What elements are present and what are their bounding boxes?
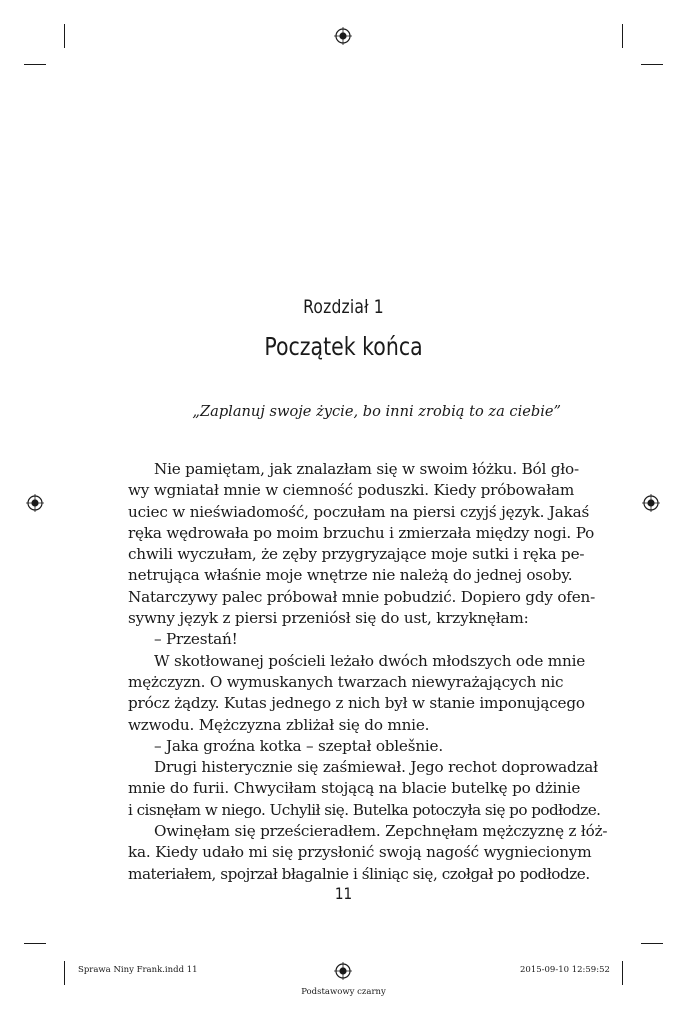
text-line: W skotłowanej pościeli leżało dwóch młodszych ode mnie [154, 651, 586, 670]
text-line: Natarczywy palec próbował mnie pobudzić. Dopiero gdy ofen- [128, 587, 596, 606]
crop-mark-bottom-right-h [641, 943, 663, 944]
body-text [128, 459, 608, 885]
registration-mark-icon [334, 27, 352, 45]
registration-mark-icon [26, 494, 44, 512]
crop-mark-bottom-left-h [24, 943, 46, 944]
text-line: i cisnęłam w niego. Uchylił się. Butelka potoczyła się po podłodze. [128, 800, 601, 819]
text-line: Drugi histerycznie się zaśmiewał. Jego rechot doprowadzał [154, 758, 598, 777]
text-line: prócz żądzy. Kutas jednego z nich był w stanie imponującego [128, 694, 585, 713]
text-line: sywny język z piersi przeniósł się do ust, krzyknęłam: [128, 609, 529, 628]
text-line: – Jaka groźna kotka – szeptał oblešnie. [154, 736, 443, 755]
text-line: ręka wędrowała po moim brzuchu i zmierzała między nogi. Po [128, 523, 595, 542]
color-plate-label: Podstawowy czarny [301, 987, 386, 997]
text-line: mnie do furii. Chwyciłam stojącą na blacie butelkę po dżinie [128, 779, 581, 798]
chapter-label: Rozdział 1 [303, 296, 384, 318]
text-line: chwili wyczułam, że zęby przygryzające moje sutki i ręka pe- [128, 545, 585, 564]
crop-mark-top-right-h [641, 64, 663, 65]
text-line: Owinęłam się prześcieradłem. Zepchnęłam mężczyznę z łóż- [154, 822, 608, 841]
crop-mark-top-right [622, 24, 623, 48]
text-line: netrująca właśnie moje wnętrze nie należą do jednej osoby. [128, 566, 573, 585]
registration-mark-icon [642, 494, 660, 512]
text-line: uciec w nieświadomość, poczułam na piersi czyjś język. Jakaś [128, 502, 590, 521]
text-line: materiałem, spojrzał błagalnie i śliniąc się, czołgał po podłodze. [128, 864, 590, 883]
text-line: ka. Kiedy udało mi się przysłonić swoją nagość wygniecionym [128, 843, 592, 862]
chapter-title: Początek końca [264, 332, 423, 361]
text-line: – Przestań! [154, 630, 238, 649]
text-line: wzwodu. Mężczyzna zbliżał się do mnie. [128, 715, 430, 734]
epigraph: „Zaplanuj swoje życie, bo inni zrobią to za ciebie” [192, 403, 561, 420]
registration-mark-icon [334, 962, 352, 980]
text-line: Nie pamiętam, jak znalazłam się w swoim łóżku. Ból gło- [154, 460, 579, 478]
slug-filename: Sprawa Niny Frank.indd 11 [78, 965, 198, 975]
text-line: wy wgniatał mnie w ciemność poduszki. Kiedy próbowałam [128, 481, 575, 500]
crop-mark-bottom-right [622, 961, 623, 985]
crop-mark-top-left-h [24, 64, 46, 65]
crop-mark-bottom-left [64, 961, 65, 985]
crop-mark-top-left [64, 24, 65, 48]
page-number: 11 [334, 884, 353, 903]
text-line: mężczyzn. O wymuskanych twarzach niewyrażających nic [128, 672, 564, 691]
slug-timestamp: 2015-09-10 12:59:52 [520, 965, 610, 975]
